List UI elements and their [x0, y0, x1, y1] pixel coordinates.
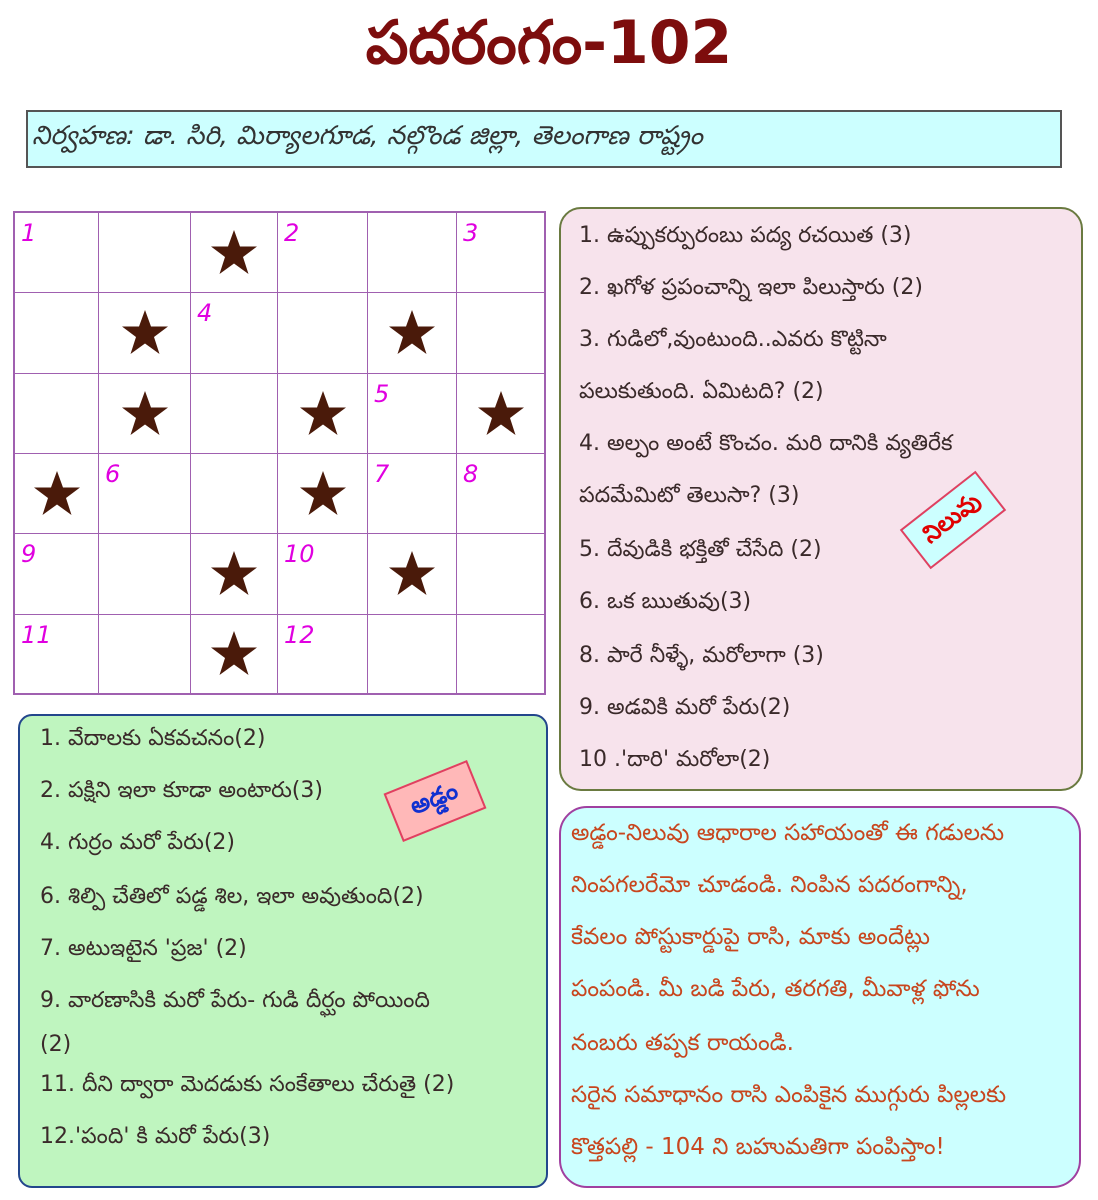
cell-number: 4 — [197, 299, 213, 327]
grid-cell[interactable] — [99, 213, 191, 293]
grid-cell[interactable] — [368, 374, 457, 454]
across-clue: 12.'పంది' కి మరో పేరు(3) — [40, 1124, 271, 1149]
grid-cell[interactable] — [457, 454, 544, 534]
grid-cell[interactable] — [457, 213, 544, 293]
grid-cell[interactable] — [368, 534, 457, 615]
grid-cell[interactable] — [99, 374, 191, 454]
grid-cell[interactable] — [191, 454, 278, 534]
star-icon — [99, 293, 190, 373]
down-clue: 5. దేవుడికి భక్తితో చేసేది (2) — [579, 537, 822, 562]
across-clue: 9. వారణాసికి మరో పేరు- గుడి దీర్ఘం పోయింది — [40, 988, 430, 1013]
instruction-line: కేవలం పోస్టుకార్డుపై రాసి, మాకు అందేట్లు — [571, 924, 930, 950]
down-clue: 6. ఒక ఋతువు(3) — [579, 589, 752, 614]
star-icon — [278, 454, 367, 533]
grid-cell[interactable] — [99, 534, 191, 615]
down-clue: 9. అడవికి మరో పేరు(2) — [579, 695, 791, 720]
across-clue: 11. దీని ద్వారా మెదడుకు సంకేతాలు చేరుతై (2) — [40, 1072, 455, 1097]
grid-cell[interactable] — [278, 293, 368, 374]
grid-cell[interactable] — [15, 374, 99, 454]
cell-number: 8 — [463, 460, 479, 488]
down-clue: 10 .'దారి' మరోలా(2) — [579, 747, 771, 772]
down-clue: 4. అల్పం అంటే కొంచం. మరి దానికి వ్యతిరేక — [579, 431, 953, 456]
instruction-line: పంపండి. మీ బడి పేరు, తరగతి, మీవాళ్ల ఫోను — [571, 976, 980, 1002]
grid-cell[interactable] — [457, 374, 544, 454]
cell-number: 2 — [284, 219, 300, 247]
down-clue: 2. ఖగోళ ప్రపంచాన్ని ఇలా పిలుస్తారు (2) — [579, 275, 923, 300]
star-icon — [368, 293, 456, 373]
grid-cell[interactable] — [191, 213, 278, 293]
grid-cell[interactable] — [15, 293, 99, 374]
down-clues-panel — [559, 207, 1083, 791]
crossword-grid — [13, 211, 546, 695]
grid-cell[interactable] — [368, 615, 457, 693]
across-clue: 1. వేదాలకు ఏకవచనం(2) — [40, 726, 266, 751]
grid-cell[interactable] — [278, 454, 368, 534]
star-icon — [15, 454, 98, 533]
cell-number: 10 — [284, 540, 315, 568]
instructions-panel — [559, 806, 1081, 1188]
star-icon — [191, 213, 277, 292]
down-label: నిలువు — [916, 486, 986, 550]
cell-number: 5 — [374, 380, 390, 408]
grid-cell[interactable] — [15, 534, 99, 615]
down-clue: 3. గుడిలో,వుంటుంది..ఎవరు కొట్టినా — [579, 327, 887, 352]
across-clue-continued: (2) — [40, 1032, 72, 1057]
instruction-line: అడ్డం-నిలువు ఆధారాల సహాయంతో ఈ గడులను — [571, 820, 1005, 846]
grid-cell[interactable] — [191, 615, 278, 693]
across-label: అడ్డం — [406, 776, 462, 821]
cell-number: 1 — [21, 219, 37, 247]
star-icon — [191, 534, 277, 614]
across-clue: 4. గుర్రం మరో పేరు(2) — [40, 830, 236, 855]
across-clue: 6. శిల్పి చేతిలో పడ్డ శిల, ఇలా అవుతుంది(2) — [40, 884, 424, 909]
instruction-line: కొత్తపల్లి - 104 ని బహుమతిగా పంపిస్తాం! — [571, 1134, 945, 1160]
grid-cell[interactable] — [99, 615, 191, 693]
down-clue: 1. ఉప్పుకర్పురంబు పద్య రచయిత (3) — [579, 223, 912, 248]
grid-cell[interactable] — [278, 534, 368, 615]
grid-cell[interactable] — [99, 293, 191, 374]
grid-cell[interactable] — [191, 374, 278, 454]
credit-text: నిర్వహణ: డా. సిరి, మిర్యాలగూడ, నల్గొండ జిల్లా, తెలంగాణ రాష్ట్రం — [32, 121, 703, 151]
grid-cell[interactable] — [278, 615, 368, 693]
cell-number: 9 — [21, 540, 37, 568]
star-icon — [278, 374, 367, 453]
cell-number: 12 — [284, 621, 315, 649]
cell-number: 7 — [374, 460, 390, 488]
grid-cell[interactable] — [457, 293, 544, 374]
star-icon — [99, 374, 190, 453]
cell-number: 6 — [105, 460, 121, 488]
down-clue-continued: పలుకుతుంది. ఏమిటది? (2) — [579, 379, 824, 404]
grid-cell[interactable] — [99, 454, 191, 534]
star-icon — [191, 615, 277, 693]
across-clue: 2. పక్షిని ఇలా కూడా అంటారు(3) — [40, 778, 323, 803]
grid-cell[interactable] — [15, 213, 99, 293]
grid-cell[interactable] — [15, 454, 99, 534]
cell-number: 3 — [463, 219, 479, 247]
across-clue: 7. అటుఇటైన 'ప్రజ' (2) — [40, 936, 247, 961]
page-title: పదరంగం-102 — [365, 8, 733, 78]
down-clue-continued: పదమేమిటో తెలుసా? (3) — [579, 483, 800, 508]
cell-number: 11 — [21, 621, 52, 649]
grid-cell[interactable] — [368, 293, 457, 374]
grid-cell[interactable] — [368, 454, 457, 534]
grid-cell[interactable] — [368, 213, 457, 293]
instruction-line: నింపగలరేమో చూడండి. నింపిన పదరంగాన్ని, — [571, 872, 968, 898]
grid-cell[interactable] — [278, 374, 368, 454]
instruction-line: సరైన సమాధానం రాసి ఎంపికైన ముగ్గురు పిల్లలకు — [571, 1082, 1007, 1108]
grid-cell[interactable] — [457, 534, 544, 615]
star-icon — [457, 374, 544, 453]
grid-cell[interactable] — [191, 534, 278, 615]
grid-cell[interactable] — [457, 615, 544, 693]
grid-cell[interactable] — [191, 293, 278, 374]
star-icon — [368, 534, 456, 614]
credit-banner — [26, 110, 1062, 168]
grid-cell[interactable] — [278, 213, 368, 293]
instruction-line: నంబరు తప్పక రాయండి. — [571, 1030, 794, 1056]
grid-cell[interactable] — [15, 615, 99, 693]
down-clue: 8. పారే నీళ్ళే, మరోలాగా (3) — [579, 643, 824, 668]
